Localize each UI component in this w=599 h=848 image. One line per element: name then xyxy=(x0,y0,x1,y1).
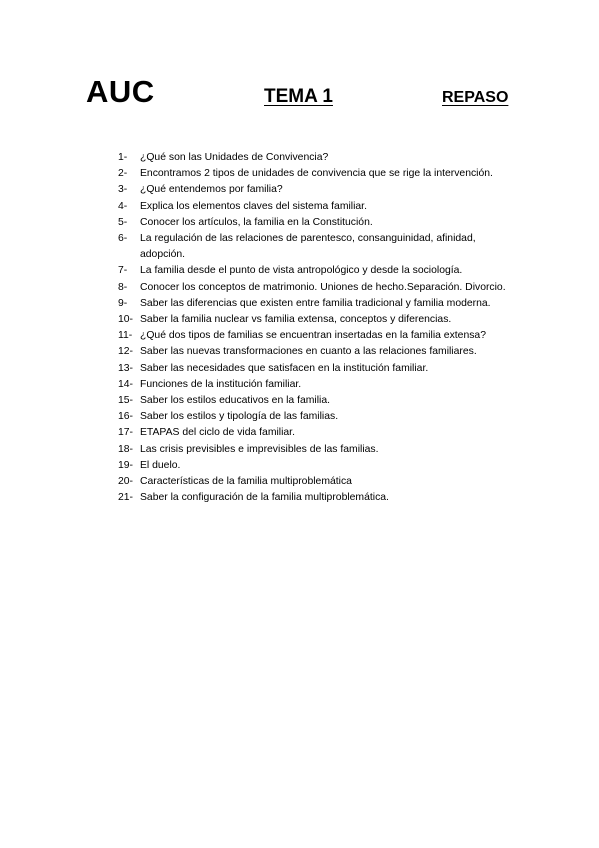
question-number: 18- xyxy=(118,443,134,455)
question-text: Encontramos 2 tipos de unidades de convivencia que se rige la intervención. xyxy=(140,168,493,180)
question-item xyxy=(118,425,518,441)
question-text: ETAPAS del ciclo de vida familiar. xyxy=(140,427,295,439)
question-text: Características de la familia multiproblemática xyxy=(140,476,352,488)
question-item xyxy=(118,150,518,166)
question-text: Saber las nuevas transformaciones en cuanto a las relaciones familiares. xyxy=(140,346,477,358)
question-text: Saber los estilos y tipología de las familias. xyxy=(140,411,339,423)
question-item xyxy=(118,199,518,215)
question-item xyxy=(118,280,518,296)
question-item xyxy=(118,442,518,458)
question-number: 7- xyxy=(118,265,128,277)
question-number: 17- xyxy=(118,427,134,439)
question-number: 1- xyxy=(118,152,128,163)
question-item xyxy=(118,182,518,198)
question-number: 19- xyxy=(118,459,134,471)
question-text: Saber las diferencias que existen entre familia tradicional y familia moderna. xyxy=(140,297,491,309)
question-number: 2- xyxy=(118,168,128,180)
question-number: 13- xyxy=(118,362,134,374)
question-text: Explica los elementos claves del sistema familiar. xyxy=(140,200,367,212)
question-text: Saber la configuración de la familia multiproblemática. xyxy=(140,492,389,504)
question-text: Saber las necesidades que satisfacen en la institución familiar. xyxy=(140,362,429,374)
question-item xyxy=(118,344,518,360)
question-item xyxy=(118,474,518,490)
question-number: 11- xyxy=(118,330,133,342)
question-item xyxy=(118,328,518,344)
question-number: 4- xyxy=(118,200,128,212)
question-item xyxy=(118,231,518,263)
question-number: 14- xyxy=(118,378,134,390)
topic-title: TEMA 1 xyxy=(264,86,333,107)
question-number: 16- xyxy=(118,411,134,423)
question-number: 8- xyxy=(118,281,128,293)
question-text: Saber la familia nuclear vs familia extensa, conceptos y diferencias. xyxy=(140,314,452,326)
question-number: 5- xyxy=(118,216,128,228)
question-item xyxy=(118,409,518,425)
question-text: ¿Qué son las Unidades de Convivencia? xyxy=(140,152,329,163)
question-item xyxy=(118,263,518,279)
question-item xyxy=(118,296,518,312)
question-text: El duelo. xyxy=(140,459,181,471)
question-number: 6- xyxy=(118,233,128,245)
question-item xyxy=(118,458,518,474)
review-title: REPASO xyxy=(442,89,509,106)
question-item xyxy=(118,312,518,328)
question-text: Funciones de la institución familiar. xyxy=(140,378,302,390)
question-number: 20- xyxy=(118,476,134,488)
question-list xyxy=(118,150,518,506)
question-number: 3- xyxy=(118,184,128,196)
question-number: 12- xyxy=(118,346,134,358)
question-item xyxy=(118,166,518,182)
question-text: ¿Qué dos tipos de familias se encuentran insertadas en la familia extensa? xyxy=(140,330,486,342)
question-number: 15- xyxy=(118,395,134,407)
question-text: Conocer los conceptos de matrimonio. Uniones de hecho.Separación. Divorcio. xyxy=(140,281,506,293)
question-text: Conocer los artículos, la familia en la Constitución. xyxy=(140,216,373,228)
question-item xyxy=(118,490,518,506)
question-text: Las crisis previsibles e imprevisibles de las familias. xyxy=(140,443,379,455)
question-number: 21- xyxy=(118,492,134,504)
question-text: La regulación de las relaciones de parentesco, consanguinidad, afinidad, adopción. xyxy=(140,233,476,261)
question-text: ¿Qué entendemos por familia? xyxy=(140,184,283,196)
course-title: AUC xyxy=(86,74,155,109)
question-text: Saber los estilos educativos en la familia. xyxy=(140,395,331,407)
question-item xyxy=(118,393,518,409)
question-item xyxy=(118,361,518,377)
question-item xyxy=(118,215,518,231)
question-number: 10- xyxy=(118,314,134,326)
question-item xyxy=(118,377,518,393)
question-text: La familia desde el punto de vista antropológico y desde la sociología. xyxy=(140,265,463,277)
question-number: 9- xyxy=(118,297,128,309)
